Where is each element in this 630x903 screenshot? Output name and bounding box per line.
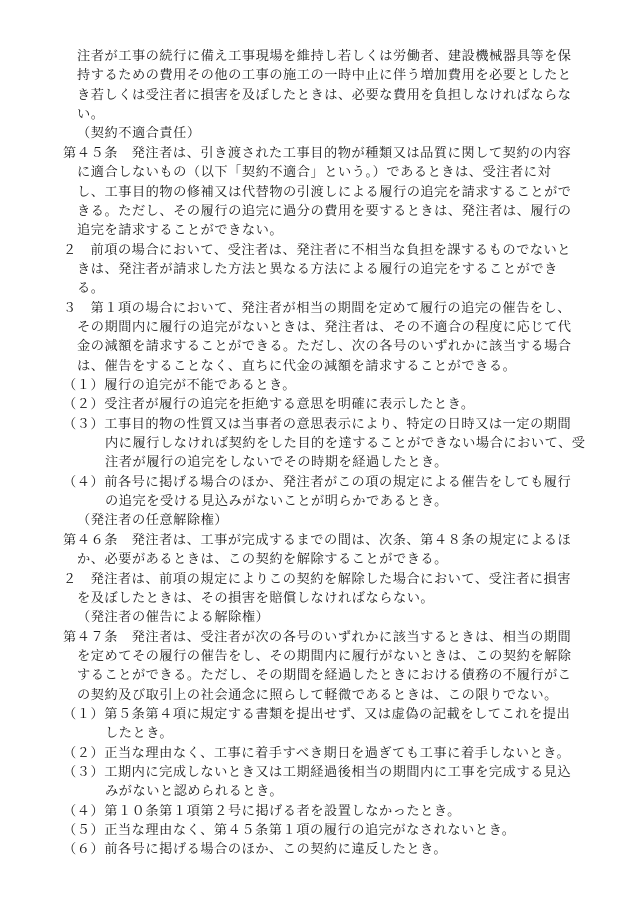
text-line: 持するための費用その他の工事の施工の一時中止に伴う増加費用を必要としたと — [77, 68, 572, 84]
item-continuation-line: したとき。 — [105, 726, 174, 742]
text-line: の契約及び取引上の社会通念に照らして軽微であるときは、この限りでない。 — [77, 687, 558, 703]
item-line: （６）前各号に掲げる場合のほか、この契約に違反したとき。 — [63, 842, 448, 858]
text-line: することができる。ただし、その期間を経過したときにおける債務の不履行がこ — [77, 668, 572, 684]
paragraph-first-line: ２ 前項の場合において、受注者は、発注者に不相当な負担を課するものでないと — [63, 242, 572, 258]
item-continuation-line: の追完を受ける見込みがないことが明らかであるとき。 — [105, 494, 448, 510]
article-first-line: 第４６条 発注者は、工事が完成するまでの間は、次条、第４８条の規定によるほ — [63, 532, 572, 548]
text-line: に適合しないもの（以下「契約不適合」という。）であるときは、受注者に対 — [77, 165, 552, 181]
item-line: （４）前各号に掲げる場合のほか、発注者がこの項の規定による催告をしても履行 — [63, 474, 572, 490]
item-line: （３）工期内に完成しないとき又は工期経過後相当の期間内に工事を完成する見込 — [63, 765, 572, 780]
item-line: （２）受注者が履行の追完を拒絶する意思を明確に表示したとき。 — [63, 397, 475, 413]
section-heading: （発注者の催告による解除権） — [77, 610, 270, 626]
text-line: か、必要があるときは、この契約を解除することができる。 — [77, 552, 448, 568]
item-continuation-line: 注者が履行の追完をしないでその時期を経過したとき。 — [105, 455, 448, 471]
text-line: い。 — [77, 107, 105, 123]
text-line: し、工事目的物の修補又は代替物の引渡しによる履行の追完を請求することがで — [77, 184, 572, 200]
text-line: 追完を請求することができない。 — [77, 223, 284, 239]
article-first-line: 第４５条 発注者は、引き渡された工事目的物が種類又は品質に関して契約の内容 — [63, 145, 572, 161]
text-line: を定めてその履行の催告をし、その期間内に履行がないときは、この契約を解除 — [77, 648, 572, 664]
text-line: きる。ただし、その履行の追完に過分の費用を要するときは、発注者は、履行の — [77, 203, 572, 219]
article-first-line: 第４７条 発注者は、受注者が次の各号のいずれかに該当するときは、相当の期間 — [63, 629, 572, 645]
item-line: （１）第５条第４項に規定する書類を提出せず、又は虚偽の記載をしてこれを提出 — [63, 706, 571, 722]
section-heading: （契約不適合責任） — [77, 126, 201, 142]
item-line: （３）工事目的物の性質又は当事者の意思表示により、特定の日時又は一定の期間 — [63, 416, 572, 432]
paragraph-first-line: ３ 第１項の場合において、発注者が相当の期間を定めて履行の追完の催告をし、 — [63, 300, 572, 316]
text-line: きは、発注者が請求した方法と異なる方法による履行の追完をすることができ — [77, 261, 558, 277]
text-line: は、催告をすることなく、直ちに代金の減額を請求することができる。 — [77, 358, 517, 374]
paragraph-first-line: ２ 発注者は、前項の規定によりこの契約を解除した場合において、受注者に損害 — [63, 571, 572, 587]
section-heading: （発注者の任意解除権） — [77, 513, 229, 529]
text-line: その期間内に履行の追完がないときは、発注者は、その不適合の程度に応じて代 — [77, 319, 572, 335]
item-line: （５）正当な理由なく、第４５条第１項の履行の追完がなされないとき。 — [63, 823, 516, 838]
text-line: き若しくは受注者に損害を及ぼしたときは、必要な費用を負担しなければならな — [77, 87, 572, 103]
item-line: （４）第１０条第１項第２号に掲げる者を設置しなかったとき。 — [63, 803, 461, 819]
item-line: （１）履行の追完が不能であるとき。 — [63, 378, 297, 393]
text-line: 注者が工事の続行に備え工事現場を維持し若しくは労働者、建設機械器具等を保 — [77, 49, 572, 64]
text-line: 金の減額を請求することができる。ただし、次の各号のいずれかに該当する場合 — [77, 339, 572, 355]
item-continuation-line: 内に履行しなければ契約をした目的を達することができない場合において、受 — [105, 436, 586, 451]
item-line: （２）正当な理由なく、工事に着手すべき期日を過ぎても工事に着手しないとき。 — [63, 745, 571, 761]
text-line: る。 — [77, 281, 105, 297]
text-line: を及ぼしたときは、その損害を賠償しなければならない。 — [77, 590, 435, 606]
item-continuation-line: みがないと認められるとき。 — [105, 784, 284, 800]
